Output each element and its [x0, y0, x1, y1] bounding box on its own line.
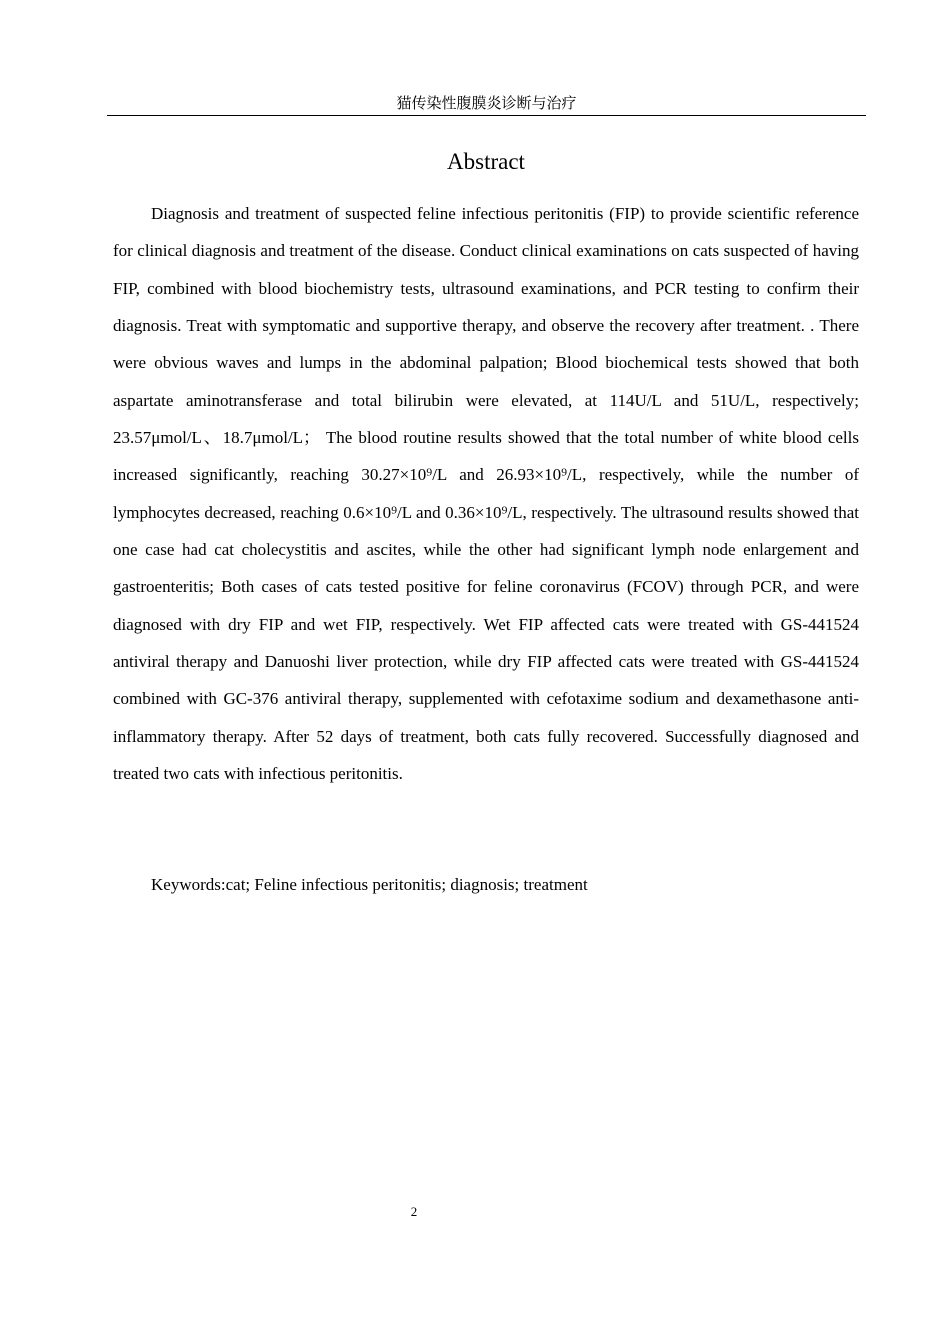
page-number: 2	[410, 1204, 418, 1219]
abstract-body: Diagnosis and treatment of suspected feline infectious peritonitis (FIP) to provide scientific reference for clinical diagnosis and treatment of the disease. Conduct clinical examinations on cats suspected of having FIP, combined with blood biochemistry tests, ultrasound examinations, and PCR testing to confirm their diagnosis. Treat with symptomatic and supportive therapy, and observe the recovery after treatment. . There were obvious waves and lumps in the abdominal palpation; Blood biochemical tests showed that both aspartate aminotransferase and total bilirubin were elevated, at 114U/L and 51U/L, respectively; 23.57μmol/L、18.7μmol/L； The blood routine results showed that the total number of white blood cells increased significantly, reaching 30.27×10⁹/L and 26.93×10⁹/L, respectively, while the number of lymphocytes decreased, reaching 0.6×10⁹/L and 0.36×10⁹/L, respectively. The ultrasound results showed that one case had cat cholecystitis and ascites, while the other had significant lymph node enlargement and gastroenteritis; Both cases of cats tested positive for feline coronavirus (FCOV) through PCR, and were diagnosed with dry FIP and wet FIP, respectively. Wet FIP affected cats were treated with GS-441524 antiviral therapy and Danuoshi liver protection, while dry FIP affected cats were treated with GS-441524 combined with GC-376 antiviral therapy, supplemented with cefotaxime sodium and dexamethasone anti-inflammatory therapy. After 52 days of treatment, both cats fully recovered. Successfully diagnosed and treated two cats with infectious peritonitis.	[113, 204, 859, 784]
running-title: 猫传染性腹膜炎诊断与治疗	[396, 94, 577, 112]
page-header	[107, 93, 866, 116]
abstract-title: Abstract	[447, 149, 525, 174]
keywords-line: Keywords:cat; Feline infectious peritonitis; diagnosis; treatment	[151, 875, 588, 894]
